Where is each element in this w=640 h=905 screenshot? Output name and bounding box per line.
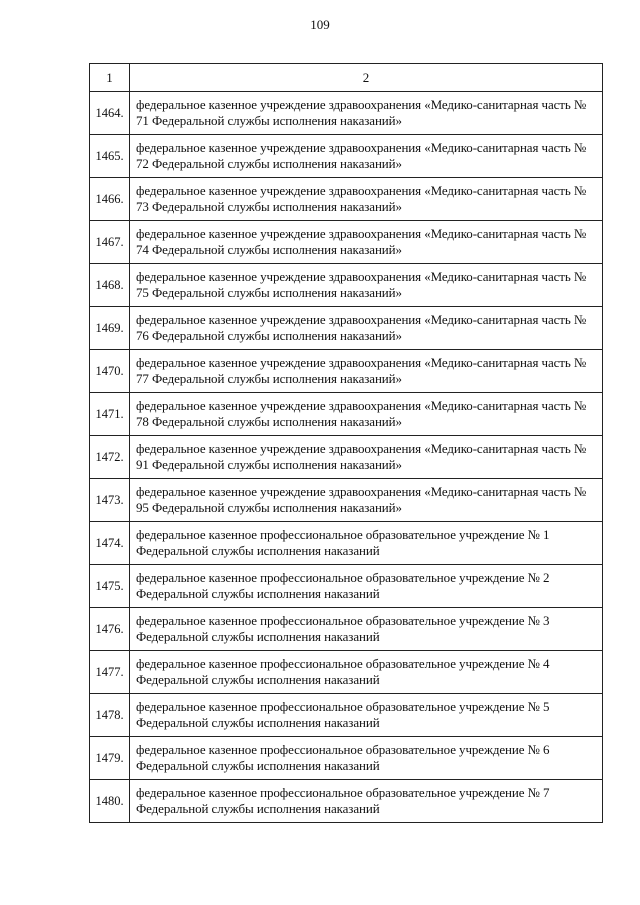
table-row — [90, 436, 603, 479]
row-number: 1472. — [90, 436, 130, 479]
institution-name: федеральное казенное профессиональное образовательное учреждение № 4 Федеральной службы исполнения наказаний — [130, 651, 603, 694]
institutions-table — [89, 63, 603, 823]
institution-name: федеральное казенное учреждение здравоохранения «Медико-санитарная часть № 73 Федеральной службы исполнения наказаний» — [130, 178, 603, 221]
row-number: 1468. — [90, 264, 130, 307]
row-number: 1478. — [90, 694, 130, 737]
institution-name: федеральное казенное профессиональное образовательное учреждение № 2 Федеральной службы исполнения наказаний — [130, 565, 603, 608]
institution-name: федеральное казенное профессиональное образовательное учреждение № 1 Федеральной службы исполнения наказаний — [130, 522, 603, 565]
row-number: 1470. — [90, 350, 130, 393]
table-row — [90, 608, 603, 651]
institution-name: федеральное казенное учреждение здравоохранения «Медико-санитарная часть № 77 Федеральной службы исполнения наказаний» — [130, 350, 603, 393]
row-number: 1473. — [90, 479, 130, 522]
row-number: 1480. — [90, 780, 130, 823]
table-row — [90, 565, 603, 608]
column-header-number: 1 — [90, 64, 130, 92]
row-number: 1475. — [90, 565, 130, 608]
row-number: 1464. — [90, 92, 130, 135]
institution-name: федеральное казенное учреждение здравоохранения «Медико-санитарная часть № 91 Федеральной службы исполнения наказаний» — [130, 436, 603, 479]
institution-name: федеральное казенное учреждение здравоохранения «Медико-санитарная часть № 72 Федеральной службы исполнения наказаний» — [130, 135, 603, 178]
table-row — [90, 350, 603, 393]
table-row — [90, 694, 603, 737]
table-row — [90, 737, 603, 780]
table-row — [90, 651, 603, 694]
institution-name: федеральное казенное профессиональное образовательное учреждение № 7 Федеральной службы исполнения наказаний — [130, 780, 603, 823]
row-number: 1474. — [90, 522, 130, 565]
table-header-row — [90, 64, 603, 92]
row-number: 1469. — [90, 307, 130, 350]
table-row — [90, 393, 603, 436]
table-row — [90, 307, 603, 350]
institution-name: федеральное казенное профессиональное образовательное учреждение № 5 Федеральной службы исполнения наказаний — [130, 694, 603, 737]
institution-name: федеральное казенное учреждение здравоохранения «Медико-санитарная часть № 74 Федеральной службы исполнения наказаний» — [130, 221, 603, 264]
table-row — [90, 479, 603, 522]
row-number: 1466. — [90, 178, 130, 221]
table-row — [90, 221, 603, 264]
institution-name: федеральное казенное учреждение здравоохранения «Медико-санитарная часть № 75 Федеральной службы исполнения наказаний» — [130, 264, 603, 307]
table-row — [90, 264, 603, 307]
institution-name: федеральное казенное учреждение здравоохранения «Медико-санитарная часть № 78 Федеральной службы исполнения наказаний» — [130, 393, 603, 436]
table-row — [90, 780, 603, 823]
row-number: 1467. — [90, 221, 130, 264]
row-number: 1479. — [90, 737, 130, 780]
institution-name: федеральное казенное учреждение здравоохранения «Медико-санитарная часть № 95 Федеральной службы исполнения наказаний» — [130, 479, 603, 522]
table-row — [90, 92, 603, 135]
table-row — [90, 135, 603, 178]
institution-name: федеральное казенное профессиональное образовательное учреждение № 3 Федеральной службы исполнения наказаний — [130, 608, 603, 651]
row-number: 1465. — [90, 135, 130, 178]
table-row — [90, 178, 603, 221]
institution-name: федеральное казенное профессиональное образовательное учреждение № 6 Федеральной службы исполнения наказаний — [130, 737, 603, 780]
table-row — [90, 522, 603, 565]
column-header-name: 2 — [130, 64, 603, 92]
institution-name: федеральное казенное учреждение здравоохранения «Медико-санитарная часть № 71 Федеральной службы исполнения наказаний» — [130, 92, 603, 135]
institution-name: федеральное казенное учреждение здравоохранения «Медико-санитарная часть № 76 Федеральной службы исполнения наказаний» — [130, 307, 603, 350]
page-number: 109 — [310, 17, 330, 32]
row-number: 1476. — [90, 608, 130, 651]
row-number: 1477. — [90, 651, 130, 694]
row-number: 1471. — [90, 393, 130, 436]
